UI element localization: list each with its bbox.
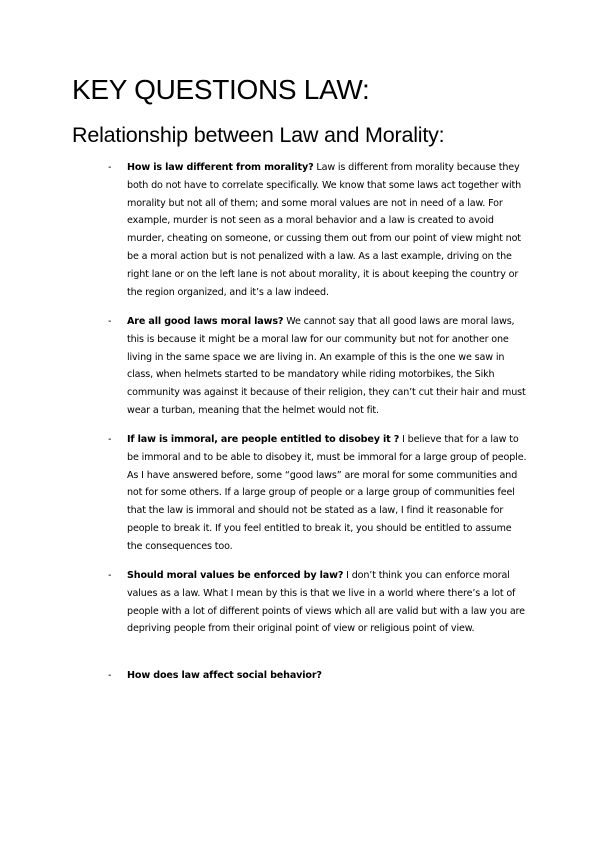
page-title: KEY QUESTIONS LAW: <box>72 74 370 105</box>
bullet-dash: - <box>108 670 112 681</box>
question-answer-text <box>127 313 527 420</box>
bullet-dash: - <box>108 570 112 581</box>
question-answer-text <box>127 567 527 638</box>
question-text: Are all good laws moral laws? <box>127 316 284 327</box>
answer-text: I don’t think you can enforce moral values as a law. What I mean by this is that we live in a world where there’s a lot of people with a lot of different points of views which all are valid but with a law you are depriving people from their original point of view or religious point of view. <box>127 570 525 635</box>
answer-text: I believe that for a law to be immoral and to be able to disobey it, must be immoral for a large group of people. As I have answered before, some “good laws” are moral for some communities and not for some others. If a large group of people or a large group of communities feel that the law is immoral and should not be stated as a law, I find it reasonable for people to break it. If you feel entitled to break it, you should be entitled to assume the consequences too. <box>127 434 527 552</box>
question-text: How does law affect social behavior? <box>127 670 322 681</box>
section-title: Relationship between Law and Morality: <box>72 123 445 147</box>
question-answer-text <box>127 159 527 301</box>
bullet-dash: - <box>108 434 112 445</box>
bullet-dash: - <box>108 316 112 327</box>
bullet-dash: - <box>108 162 112 173</box>
question-answer-text <box>127 667 527 685</box>
question-text: If law is immoral, are people entitled to disobey it ? <box>127 434 400 445</box>
answer-text: Law is different from morality because they both do not have to correlate specifically. We know that some laws act together with morality but not all of them; and some moral values are not in need of a law. For example, murder is not seen as a moral behavior and a law is created to avoid murder, cheating on someone, or cussing them out from our point of view might not be a moral action but is not penalized with a law. As a last example, driving on the right lane or on the left lane is not about morality, it is about keeping the country or the region organized, and it’s a law indeed. <box>127 162 522 298</box>
answer-text: We cannot say that all good laws are moral laws, this is because it might be a moral law for our community but not for another one living in the same space we are living in. An example of this is the one we saw in class, when helmets started to be mandatory while riding motorbikes, the Sikh community was against it because of their religion, they can’t cut their hair and must wear a turban, meaning that the helmet would not fit. <box>127 316 526 416</box>
question-answer-text <box>127 431 527 556</box>
question-text: How is law different from morality? <box>127 162 314 173</box>
question-text: Should moral values be enforced by law? <box>127 570 344 581</box>
